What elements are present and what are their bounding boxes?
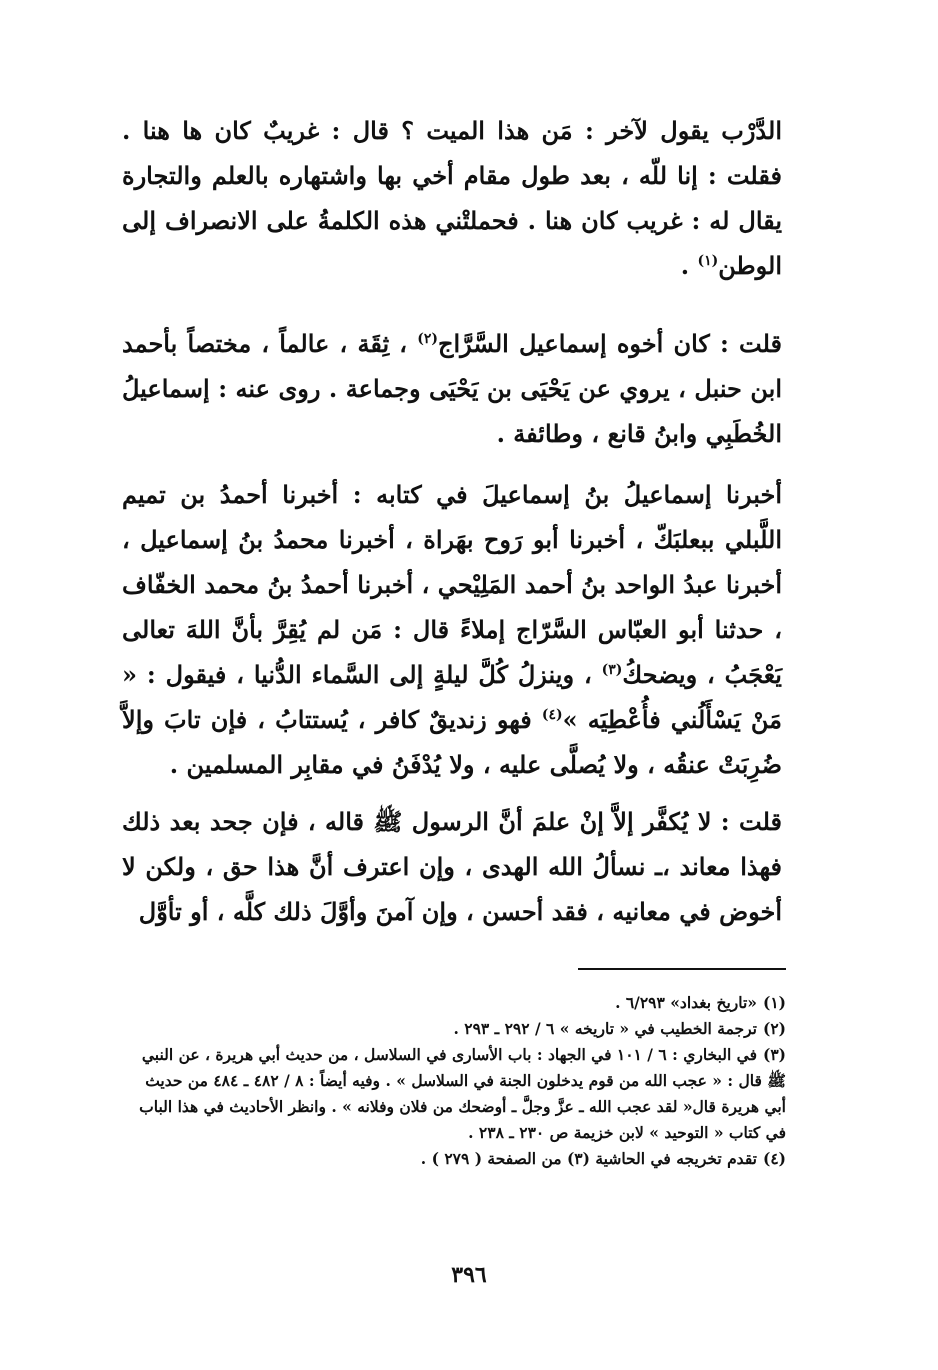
footnote-3-number: (٣) <box>762 1045 786 1064</box>
footnote-ref-2: (٢) <box>417 331 438 347</box>
paragraph-1-text: الدَّرْب يقول لآخر : مَن هذا الميت ؟ قال : غريبٌ كان ها هنا . فقلت : إنا للّه ، بعد طول مقام أخي بها واشتهاره بالعلم والتجارة يقال له : غريب كان هنا . فحملتْني هذه الكلمةُ على الانصراف إلى الوطن <box>122 116 782 280</box>
paragraph-4-text: قلت : لا يُكفَّر إلاَّ إنْ علمَ أنَّ الرسول ﷺ قاله ، فإن جحد بعد ذلك فهذا معاند ،ـ نسألُ الله الهدى ، وإن اعترف أنَّ هذا حق ، ولكن لا أخوض في معانيه ، فقد أحسن ، وإن آمنَ وأوَّلَ ذلك كلَّه ، أو تأوَّل <box>122 807 782 926</box>
footnote-ref-1: (١) <box>697 253 719 269</box>
paragraph-2 <box>122 321 782 456</box>
paragraph-3-text-b: ، وينزلُ كُلَّ ليلةٍ إلى السَّماء الدُّنيا ، فيقول : « مَنْ يَسْأَلُني فأُعْطِيَه » <box>122 660 782 734</box>
footnote-2-number: (٢) <box>762 1019 786 1038</box>
page-number: ٣٩٦ <box>451 1262 487 1288</box>
main-text <box>122 108 782 934</box>
footnote-4-number: (٤) <box>762 1149 786 1168</box>
footnote-3 <box>122 1042 786 1146</box>
footnote-4 <box>122 1146 786 1172</box>
paragraph-2-text-a: قلت : كان أخوه إسماعيل السَّرَّاج <box>438 329 782 358</box>
paragraph-1-end: . <box>680 251 698 280</box>
paragraph-4 <box>122 799 782 934</box>
footnote-1-text: «تاريخ بغداد» ٦/٢٩٣ . <box>615 993 757 1012</box>
paragraph-2-text-b: ، ثِقَة ، عالماً ، مختصاً بأحمد ابن حنبل ، يروي عن يَحْيَى بن يَحْيَى وجماعة . روى عنه : إسماعيلُ الخُطَبِي وابنُ قانع ، وطائفة . <box>122 329 783 448</box>
footnote-separator <box>578 968 786 970</box>
footnote-3-text: في البخاري : ٦ / ١٠١ في الجهاد : باب الأسارى في السلاسل ، من حديث أبي هريرة ، عن النبي ﷺ قال : « عجب الله من قوم يدخلون الجنة في السلاسل » . وفيه أيضاً : ٨ / ٤٨٢ ـ ٤٨٤ من حديث أبي هريرة قال« لقد عجب الله ـ عزَّ وجلَّ ـ أوضحك من فلان وفلانه » . وانظر الأحاديث في هذا الباب في كتاب « التوحيد » لابن خزيمة ص ٢٣٠ ـ ٢٣٨ . <box>139 1045 786 1142</box>
paragraph-3 <box>122 472 782 787</box>
footnote-2 <box>122 1016 786 1042</box>
footnote-4-text: تقدم تخريجه في الحاشية (٣) من الصفحة ( ٢٧٩ ) . <box>420 1149 757 1168</box>
footnote-1 <box>122 990 786 1016</box>
paragraph-3-text-a: أخبرنا إسماعيلُ بنُ إسماعيلَ في كتابه : أخبرنا أحمدُ بن تميم اللَّبلي ببعلبَكّ ، أخبرنا أبو رَوح بهَراة ، أخبرنا محمدُ بنُ إسماعيل ، أخبرنا عبدُ الواحد بنُ أحمد المَلِيْحي ، أخبرنا أحمدُ بنُ محمد الخفّاف ، حدثنا أبو العبّاس السَّرّاج إملاءً قال : مَن لم يُقِرَّ بأنَّ اللهَ تعالى يَعْجَبُ ، ويضحكُ <box>122 480 782 689</box>
footnote-1-number: (١) <box>762 993 786 1012</box>
footnotes <box>122 990 786 1172</box>
paragraph-3-text-c: فهو زنديقٌ كافر ، يُستتابُ ، فإن تابَ وإلاَّ ضُرِبَتْ عنقُه ، ولا يُصلَّى عليه ، ولا يُدْفَنُ في مقابِر المسلمين . <box>122 705 782 779</box>
footnote-2-text: ترجمة الخطيب في « تاريخه » ٦ / ٢٩٢ ـ ٢٩٣ . <box>453 1019 757 1038</box>
footnote-ref-4: (٤) <box>541 707 563 723</box>
paragraph-1 <box>122 108 782 288</box>
footnote-ref-3: (٣) <box>601 662 623 678</box>
